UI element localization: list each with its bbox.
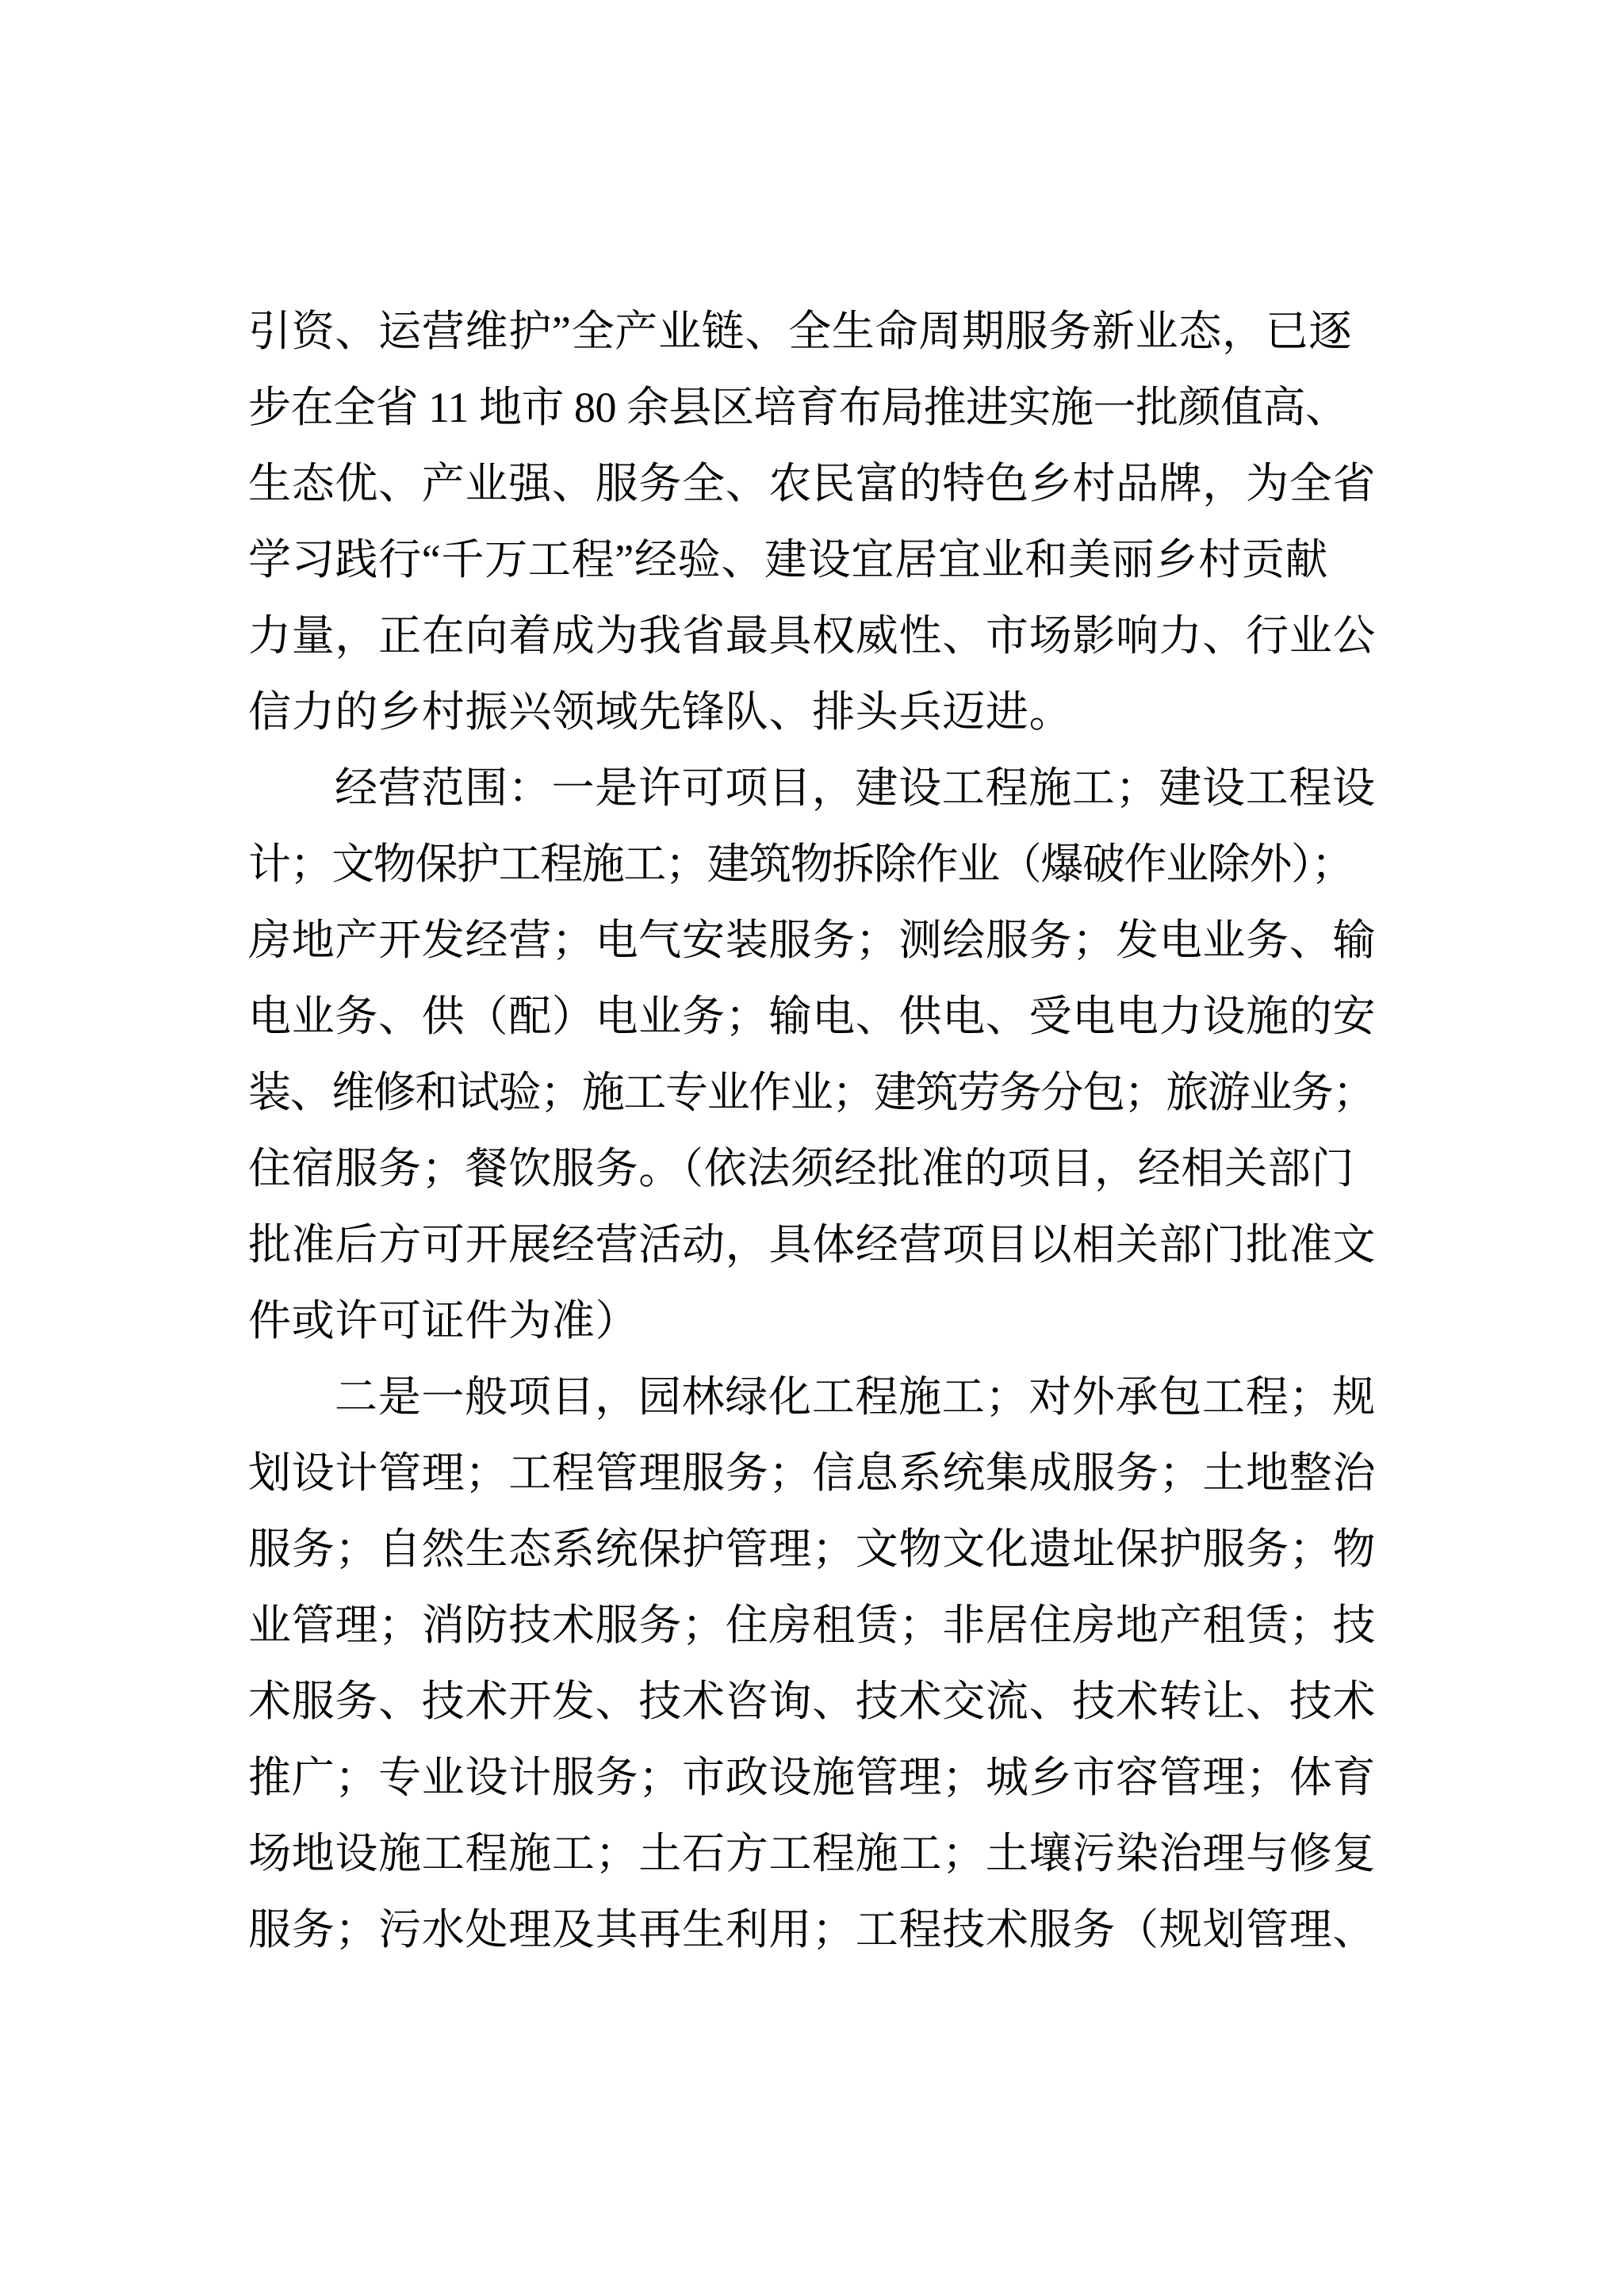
text-line: 服务；自然生态系统保护管理；文物文化遗址保护服务；物 (248, 1525, 1377, 1573)
text-line: 服务；污水处理及其再生利用；工程技术服务（规划管理、 (248, 1906, 1377, 1954)
text-line: 引资、运营维护”全产业链、全生命周期服务新业态，已逐 (248, 308, 1353, 355)
text-line: 生态优、产业强、服务全、农民富的特色乡村品牌，为全省 (248, 460, 1377, 507)
text-line: 二是一般项目，园林绿化工程施工；对外承包工程；规 (335, 1373, 1376, 1421)
text-line: 信力的乡村振兴领域先锋队、排头兵迈进。 (248, 688, 1073, 736)
text-line: 划设计管理；工程管理服务；信息系统集成服务；土地整治 (248, 1449, 1377, 1497)
text-line: 住宿服务；餐饮服务。（依法须经批准的项目，经相关部门 (248, 1145, 1355, 1192)
text-line: 件或许可证件为准） (248, 1297, 639, 1345)
text-line: 经营范围：一是许可项目，建设工程施工；建设工程设 (335, 764, 1376, 812)
text-line: 业管理；消防技术服务；住房租赁；非居住房地产租赁；技 (248, 1601, 1377, 1649)
text-line: 学习践行“千万工程”经验、建设宜居宜业和美丽乡村贡献 (248, 536, 1329, 584)
text-line: 术服务、技术开发、技术咨询、技术交流、技术转让、技术 (248, 1678, 1377, 1725)
text-line: 场地设施工程施工；土石方工程施工；土壤污染治理与修复 (248, 1830, 1377, 1877)
text-line: 力量，正在向着成为我省最具权威性、市场影响力、行业公 (248, 612, 1377, 660)
text-line: 步在全省 11 地市 80 余县区培育布局推进实施一批颜值高、 (248, 384, 1348, 431)
text-line: 批准后方可开展经营活动，具体经营项目以相关部门批准文 (248, 1221, 1377, 1269)
text-line: 电业务、供（配）电业务；输电、供电、受电电力设施的安 (248, 993, 1377, 1040)
text-line: 装、维修和试验；施工专业作业；建筑劳务分包；旅游业务； (248, 1069, 1375, 1116)
document-body (248, 293, 1376, 1968)
text-line: 房地产开发经营；电气安装服务；测绘服务；发电业务、输 (248, 916, 1377, 964)
text-line: 计；文物保护工程施工；建筑物拆除作业（爆破作业除外）； (248, 840, 1354, 888)
text-line: 推广；专业设计服务；市政设施管理；城乡市容管理；体育 (248, 1754, 1377, 1801)
